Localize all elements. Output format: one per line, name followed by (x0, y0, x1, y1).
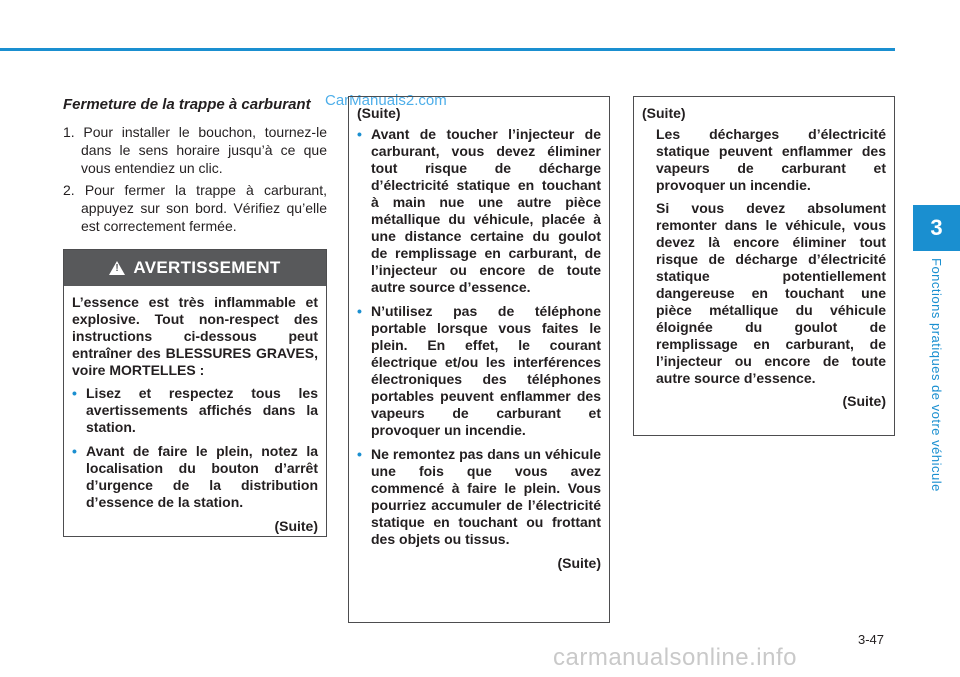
warning-continued-box (633, 96, 895, 436)
warning-body (634, 124, 894, 410)
warning-label: AVERTISSEMENT (133, 258, 281, 277)
chapter-number: 3 (930, 215, 943, 240)
section-title: Fermeture de la trappe à carburant (63, 96, 311, 113)
warning-header (64, 250, 326, 286)
warning-body (349, 124, 609, 572)
page-number: 3-47 (858, 632, 885, 647)
list-item: • Lisez et respectez tous les avertissements affichés dans la station. (72, 385, 318, 435)
chapter-title: Fonctions pratiques de votre véhicule (929, 258, 944, 492)
list-item: • Avant de toucher l’injecteur de carburant, vous devez éliminer tout risque de décharge d’électricité statique en touchant à main nue une autre pièce métallique du véhicule, placée à une distance certaine du goulot de remplissage en carburant, de l’injecteur ou encore de toute autre source d’essence. (357, 126, 601, 295)
step-list (63, 123, 327, 235)
top-watermark: CarManuals2.com (325, 92, 447, 109)
continued-head: (Suite) (357, 105, 401, 121)
warning-bullets (357, 126, 601, 548)
chapter-tab (913, 205, 960, 251)
warning-paragraph: Si vous devez absolument remonter dans le véhicule, vous devez là encore éliminer tout risque de décharge d’électricité statique potentiellement dangereuse en touchant une pièce métallique du véhicule éloignée du goulot de remplissage en carburant, de l’injecteur ou encore de toute autre source d’essence. (656, 200, 886, 386)
header-rule (0, 48, 895, 51)
continued-label: (Suite) (274, 518, 318, 534)
warning-triangle-icon: ! (109, 261, 125, 275)
continued-label: (Suite) (557, 555, 601, 571)
bullet-icon: • (357, 126, 362, 142)
step-item: 1. Pour installer le bouchon, tournez-le dans le sens horaire jusqu’à ce que vous entendiez un clic. (63, 124, 327, 176)
warning-intro: L’essence est très inflammable et explosive. Tout non-respect des instructions ci-dessous peut entraîner des BLESSURES GRAVES, voire MORTELLES : (72, 294, 318, 378)
bullet-icon: • (72, 443, 77, 459)
footer-watermark: carmanualsonline.info (553, 644, 797, 671)
bullet-icon: • (72, 385, 77, 401)
list-item: • N’utilisez pas de téléphone portable lorsque vous faites le plein. En effet, le courant électrique et/ou les interférences électroniques des téléphones portables peuvent enflammer des vapeurs de carburant et provoquer un incendie. (357, 303, 601, 438)
left-column (63, 96, 327, 239)
warning-paragraph: Les décharges d’électricité statique peuvent enflammer des vapeurs de carburant et provoquer un incendie. (656, 126, 886, 193)
continued-head: (Suite) (642, 105, 686, 121)
warning-box (63, 249, 327, 537)
bullet-icon: • (357, 446, 362, 462)
continued-label: (Suite) (842, 393, 886, 409)
list-item: • Avant de faire le plein, notez la localisation du bouton d’arrêt d’urgence de la distribution d’essence de la station. (72, 443, 318, 510)
warning-body (64, 286, 326, 535)
warning-continued-box (348, 96, 610, 623)
bullet-icon: • (357, 303, 362, 319)
warning-bullets (72, 385, 318, 511)
list-item: • Ne remontez pas dans un véhicule une fois que vous avez commencé à faire le plein. Vous pourriez accumuler de l’électricité statique en touchant ou frottant des objets ou tissus. (357, 446, 601, 547)
step-item: 2. Pour fermer la trappe à carburant, appuyez sur son bord. Vérifiez qu’elle est correctement fermée. (63, 182, 327, 234)
